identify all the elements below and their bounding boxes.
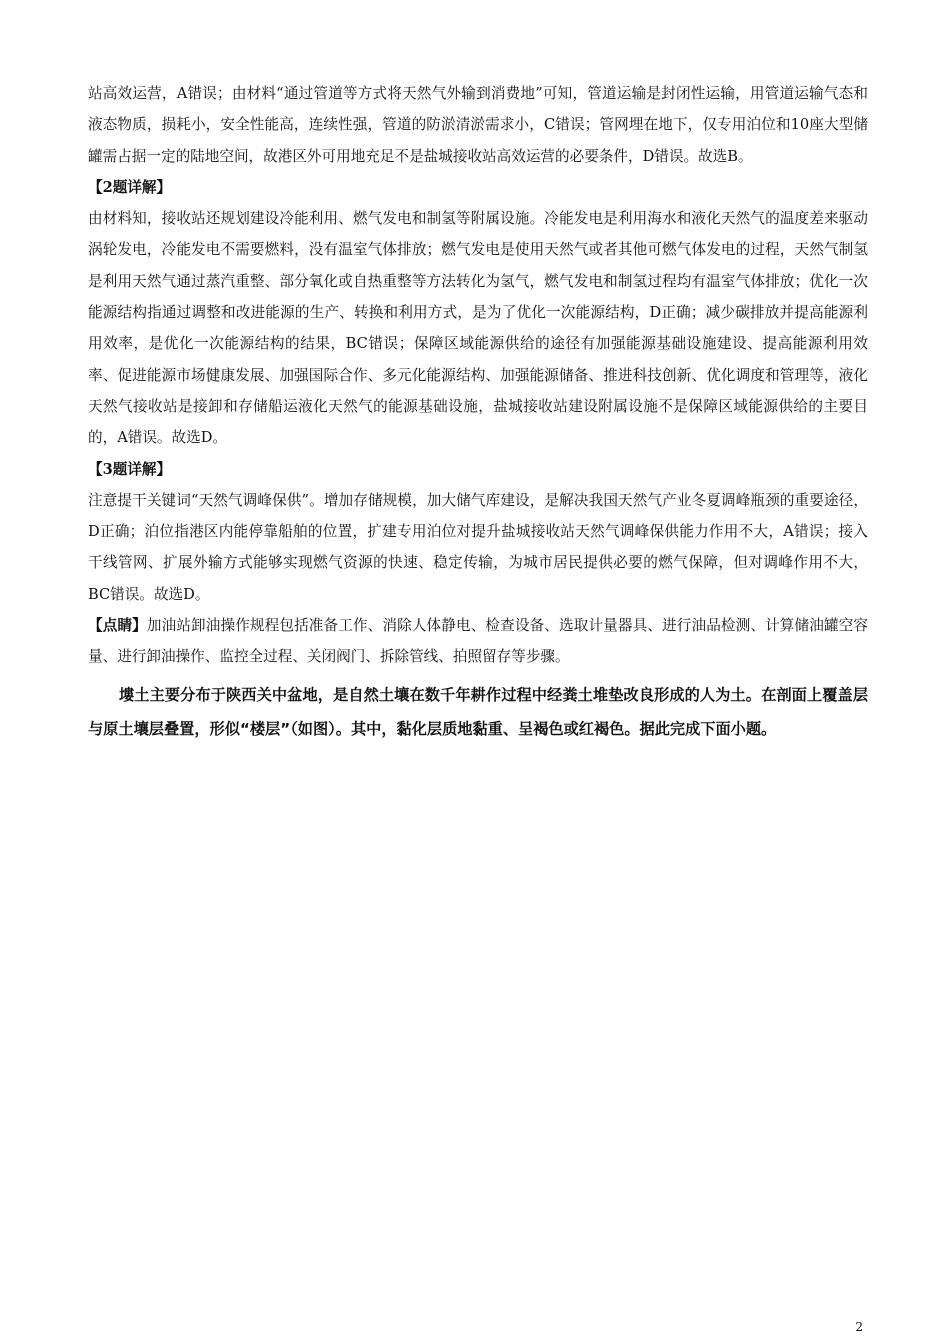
question-stem: 塿土主要分布于陕西关中盆地，是自然土壤在数千年耕作过程中经粪土堆垫改良形成的人为土。在剖面上覆盖层与原土壤层叠置，形似“楼层”（如图）。其中，黏化层质地黏重、呈褐色或红褐色。据此完成下面小题。 bbox=[88, 685, 868, 738]
section-2-body: 由材料知，接收站还规划建设冷能利用、燃气发电和制氢等附属设施。冷能发电是利用海水和液化天然气的温度差来驱动涡轮发电，冷能发电不需要燃料，没有温室气体排放；燃气发电是使用天然气或者其他可燃气体发电的过程，天然气制氢是利用天然气通过蒸汽重整、部分氧化或自热重整等方法转化为氢气，燃气发电和制氢过程均有温室气体排放；优化一次能源结构指通过调整和改进能源的生产、转换和利用方式，是为了优化一次能源结构，D正确；减少碳排放并提高能源利用效率，是优化一次能源结构的结果，BC错误；保障区域能源供给的途径有加强能源基础设施建设、提高能源利用效率、促进能源市场健康发展、加强国际合作、多元化能源结构、加强能源储备、推进科技创新、优化调度和管理等，液化天然气接收站是接卸和存储船运液化天然气的能源基础设施，盐城接收站建设附属设施不是保障区域能源供给的主要目的，A错误。故选D。 bbox=[88, 210, 868, 447]
page-content bbox=[88, 78, 868, 746]
page-number: 2 bbox=[855, 1320, 863, 1334]
tip-paragraph bbox=[88, 610, 868, 673]
section-3-body: 注意提干关键词“天然气调峰保供”。增加存储规模，加大储气库建设，是解决我国天然气产业冬夏调峰瓶颈的重要途径，D正确；泊位指港区内能停靠船舶的位置，扩建专用泊位对提升盐城接收站天然气调峰保供能力作用不大，A错误；接入干线管网、扩展外输方式能够实现燃气资源的快速、稳定传输，为城市居民提供必要的燃气保障，但对调峰作用不大，BC错误。故选D。 bbox=[88, 491, 868, 603]
tip-label: 【点睛】 bbox=[88, 617, 147, 635]
section-3-heading: 【3题详解】 bbox=[88, 460, 172, 478]
answer-1-continuation: 站高效运营，A错误；由材料“通过管道等方式将天然气外输到消费地”可知，管道运输是封闭性运输，用管道运输气态和液态物质，损耗小，安全性能高，连续性强，管道的防淤清淤需求小，C错误；管网埋在地下，仅专用泊位和10座大型储罐需占据一定的陆地空间，故港区外可用地充足不是盐城接收站高效运营的必要条件，D错误。故选B。 bbox=[88, 85, 868, 165]
tip-body: 加油站卸油操作规程包括准备工作、消除人体静电、检查设备、选取计量器具、进行油品检测、计算储油罐空容量、进行卸油操作、监控全过程、关闭阀门、拆除管线、拍照留存等步骤。 bbox=[88, 617, 868, 666]
section-2-heading: 【2题详解】 bbox=[88, 178, 172, 196]
